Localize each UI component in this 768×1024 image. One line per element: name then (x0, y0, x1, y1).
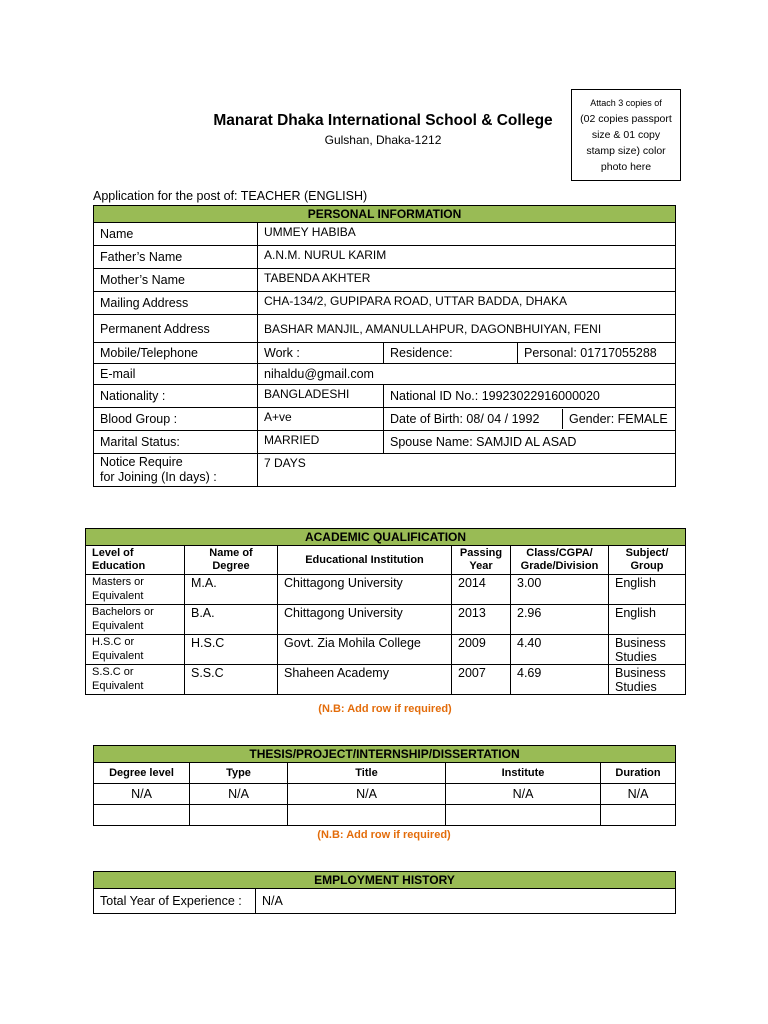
table-cell (190, 805, 288, 826)
thesis-table (93, 745, 676, 826)
application-post-label: Application for the post of: (93, 189, 241, 203)
school-name: Manarat Dhaka International School & College (213, 112, 553, 129)
education-level-line: Equivalent (92, 650, 144, 662)
notice-days-value: 7 DAYS (258, 454, 676, 487)
column-header-line: Level of (92, 547, 134, 559)
table-row (94, 246, 676, 269)
column-header: Institute (446, 763, 601, 784)
mother-name-value: TABENDA AKHTER (258, 269, 676, 292)
column-header: Type (190, 763, 288, 784)
subject-line: Studies (615, 680, 657, 694)
table-row (94, 408, 676, 431)
dob-gender-split (384, 409, 675, 429)
table-row (86, 575, 686, 605)
section-header (94, 872, 676, 889)
experience-value: N/A (256, 889, 676, 914)
table-cell: N/A (601, 784, 676, 805)
degree-cell: B.A. (185, 605, 278, 635)
subject-line: Studies (615, 650, 657, 664)
table-cell: N/A (190, 784, 288, 805)
residence-phone-value: Residence: (384, 343, 518, 364)
column-header-line: Group (630, 560, 664, 572)
add-row-note: (N.B: Add row if required) (317, 829, 451, 841)
column-header-line: Education (92, 560, 146, 572)
education-level-cell (86, 575, 185, 605)
nationality-value: BANGLADESHI (258, 385, 384, 408)
table-row (86, 605, 686, 635)
table-cell (288, 805, 446, 826)
education-level-cell (86, 635, 185, 665)
education-level-cell (86, 665, 185, 695)
name-value: UMMEY HABIBA (258, 223, 676, 246)
school-address: Gulshan, Dhaka-1212 (324, 133, 442, 147)
subject-cell (609, 575, 686, 605)
table-cell: N/A (288, 784, 446, 805)
column-header-line: Name of (209, 547, 253, 559)
subject-cell (609, 605, 686, 635)
notice-label-line: Notice Require (100, 455, 183, 469)
table-cell (601, 805, 676, 826)
application-post-line (93, 189, 367, 203)
table-row (94, 292, 676, 315)
table-row (94, 784, 676, 805)
add-row-note: (N.B: Add row if required) (318, 703, 452, 715)
column-header (185, 546, 278, 575)
field-label: Mobile/Telephone (94, 343, 258, 364)
table-cell (446, 805, 601, 826)
photo-instruction-line: stamp size) color (586, 145, 666, 157)
degree-cell: S.S.C (185, 665, 278, 695)
education-level-line: H.S.C or (92, 636, 135, 648)
year-cell: 2014 (452, 575, 511, 605)
column-header-line: Year (469, 560, 493, 572)
subject-line: English (615, 606, 656, 620)
year-cell: 2007 (452, 665, 511, 695)
field-label: Total Year of Experience : (94, 889, 256, 914)
field-label: Permanent Address (94, 315, 258, 343)
table-row (94, 223, 676, 246)
education-level-line: Equivalent (92, 620, 144, 632)
mailing-address-value: CHA-134/2, GUPIPARA ROAD, UTTAR BADDA, DHAKA (258, 292, 676, 315)
section-title: PERSONAL INFORMATION (94, 206, 676, 223)
spouse-name-value: Spouse Name: SAMJID AL ASAD (384, 431, 676, 454)
section-title: THESIS/PROJECT/INTERNSHIP/DISSERTATION (94, 746, 676, 763)
section-header (94, 746, 676, 763)
personal-phone-value: Personal: 01717055288 (518, 343, 676, 364)
table-cell: N/A (94, 784, 190, 805)
column-header-line: Subject/ (625, 547, 669, 559)
table-row (94, 364, 676, 385)
column-header (511, 546, 609, 575)
column-header: Degree level (94, 763, 190, 784)
column-header: Duration (601, 763, 676, 784)
table-row (94, 315, 676, 343)
education-level-line: S.S.C or (92, 666, 134, 678)
field-label: E-mail (94, 364, 258, 385)
table-row (94, 889, 676, 914)
grade-cell: 2.96 (511, 605, 609, 635)
dob-gender-cell (384, 408, 676, 431)
blood-group-value: A+ve (258, 408, 384, 431)
field-label: Blood Group : (94, 408, 258, 431)
year-cell: 2013 (452, 605, 511, 635)
education-level-line: Bachelors or (92, 606, 154, 618)
subject-cell (609, 665, 686, 695)
institution-cell: Chittagong University (278, 605, 452, 635)
subject-line: English (615, 576, 656, 590)
permanent-address-value: BASHAR MANJIL, AMANULLAHPUR, DAGONBHUIYAN, FENI (258, 315, 676, 343)
notice-label-line: for Joining (In days) : (100, 470, 217, 484)
academic-qualification-table (85, 528, 686, 695)
table-row (94, 431, 676, 454)
degree-cell: H.S.C (185, 635, 278, 665)
photo-instruction-line: (02 copies passport (580, 113, 672, 125)
education-level-cell (86, 605, 185, 635)
table-row (94, 343, 676, 364)
column-header: Title (288, 763, 446, 784)
table-cell: N/A (446, 784, 601, 805)
field-label: Name (94, 223, 258, 246)
column-header-line: Grade/Division (520, 560, 599, 572)
subject-line: Business (615, 636, 666, 650)
section-header (86, 529, 686, 546)
section-title: ACADEMIC QUALIFICATION (86, 529, 686, 546)
column-header: Educational Institution (278, 546, 452, 575)
employment-history-table (93, 871, 676, 914)
degree-cell: M.A. (185, 575, 278, 605)
photo-instruction-line: photo here (600, 161, 652, 173)
subject-line: Business (615, 666, 666, 680)
institution-cell: Shaheen Academy (278, 665, 452, 695)
field-label: Nationality : (94, 385, 258, 408)
column-header-line: Class/CGPA/ (526, 547, 593, 559)
table-row (94, 385, 676, 408)
field-label: Father’s Name (94, 246, 258, 269)
section-title: EMPLOYMENT HISTORY (94, 872, 676, 889)
grade-cell: 3.00 (511, 575, 609, 605)
subject-cell (609, 635, 686, 665)
column-header-line: Passing (459, 547, 503, 559)
father-name-value: A.N.M. NURUL KARIM (258, 246, 676, 269)
institution-cell: Govt. Zia Mohila College (278, 635, 452, 665)
table-row (94, 269, 676, 292)
column-header-line: Degree (212, 560, 250, 572)
dob-value: Date of Birth: 08/ 04 / 1992 (384, 409, 563, 429)
photo-instruction-line: Attach 3 copies of (590, 98, 662, 108)
field-label: Marital Status: (94, 431, 258, 454)
year-cell: 2009 (452, 635, 511, 665)
column-header-row (86, 546, 686, 575)
column-header (86, 546, 185, 575)
section-header (94, 206, 676, 223)
application-post-value: TEACHER (ENGLISH) (240, 189, 368, 203)
column-header (609, 546, 686, 575)
column-header (452, 546, 511, 575)
field-label (94, 454, 258, 487)
grade-cell: 4.69 (511, 665, 609, 695)
marital-status-value: MARRIED (258, 431, 384, 454)
table-row (86, 635, 686, 665)
education-level-line: Equivalent (92, 590, 144, 602)
email-value: nihaldu@gmail.com (258, 364, 676, 385)
table-cell (94, 805, 190, 826)
national-id-value: National ID No.: 19923022916000020 (384, 385, 676, 408)
work-phone-value: Work : (258, 343, 384, 364)
institution-cell: Chittagong University (278, 575, 452, 605)
column-header-row (94, 763, 676, 784)
gender-value: Gender: FEMALE (569, 412, 668, 426)
education-level-line: Equivalent (92, 680, 144, 692)
field-label: Mailing Address (94, 292, 258, 315)
table-row (94, 454, 676, 487)
field-label: Mother’s Name (94, 269, 258, 292)
grade-cell: 4.40 (511, 635, 609, 665)
table-row (86, 665, 686, 695)
education-level-line: Masters or (92, 576, 144, 588)
photo-instruction-line: size & 01 copy (591, 129, 661, 141)
personal-information-table (93, 205, 676, 487)
table-row-empty (94, 805, 676, 826)
